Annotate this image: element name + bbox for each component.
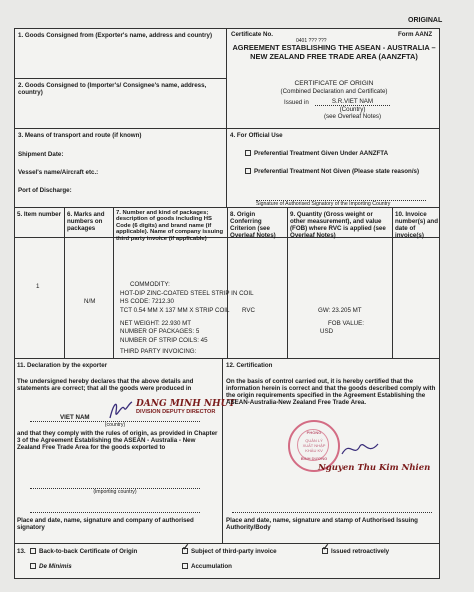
combined-note: (Combined Declaration and Certificate): [280, 88, 388, 95]
stamp-mid2-text: XUẤT NHẬP: [302, 443, 326, 448]
hs-code: HS CODE: 7212.30: [120, 298, 174, 305]
divider: [14, 128, 440, 129]
importing-note: (importing country): [93, 489, 137, 495]
box3-label: 3. Means of transport and route (if known): [18, 132, 142, 139]
retroactive-checkbox[interactable]: [322, 548, 328, 554]
preferential-given-label: Preferential Treatment Given Under AANZFTA: [254, 150, 389, 157]
box11-label: 11. Declaration by the exporter: [17, 362, 108, 369]
divider: [113, 207, 114, 358]
origin-criterion: RVC: [242, 307, 255, 314]
exporter-signature: [106, 398, 136, 424]
country-note: (country): [104, 422, 126, 428]
box1-label: 1. Goods Consigned from (Exporter's name, address and country): [18, 32, 213, 39]
commodity-value: HOT-DIP ZINC-COATED STEEL STRIP IN COIL: [120, 290, 254, 297]
box13-label: 13.: [17, 548, 26, 555]
cert-no-label: Certificate No.: [231, 31, 273, 38]
de-minimis-checkbox[interactable]: [30, 563, 36, 569]
issued-in-label: Issued in: [284, 99, 309, 106]
country-note: (Country): [339, 106, 366, 113]
certification-text: On the basis of control carried out, it is hereby certified that the information herein is correct and that the goods described comply with the origin requirements specified in the Agreement Establishing the ASEAN-Australia-New Zealand Free Trade Area.: [226, 378, 436, 406]
retroactive-option: [322, 548, 389, 555]
col-invoice-header: 10. Invoice number(s) and date of invoice(s): [395, 211, 438, 239]
package-count: NUMBER OF PACKAGES: 5: [120, 328, 200, 335]
divider: [287, 207, 288, 358]
divider: [14, 358, 440, 359]
fob-label: FOB VALUE:: [328, 320, 364, 327]
col-marks-header: 6. Marks and numbers on packages: [67, 211, 105, 232]
divider: [64, 207, 65, 358]
importing-signature-note: Signature of Authorised Signatory of the Importing Country: [256, 201, 391, 207]
col-description-header: 7. Number and kind of packages; description of goods including HS Code (6 digits) and brand name (if applicable). Name of company issuing third party invoice (if applicable): [116, 210, 224, 242]
agreement-title: AGREEMENT ESTABLISHING THE ASEAN - AUSTRALIA – NEW ZEALAND FREE TRADE AREA (AANZFTA): [232, 43, 436, 61]
third-party-checkbox[interactable]: [182, 548, 188, 554]
back-to-back-label: Back-to-back Certificate of Origin: [39, 548, 138, 555]
divider: [392, 207, 393, 358]
preferential-given: [245, 150, 435, 157]
col-item-header: 5. Item number: [17, 211, 62, 218]
net-weight: NET WEIGHT: 22.930 MT: [120, 320, 192, 327]
accumulation-label: Accumulation: [191, 563, 232, 570]
stamp-mid3-text: KHẨU KV: [305, 448, 323, 453]
compliance-text: and that they comply with the rules of origin, as provided in Chapter 3 of the Agreement Establishing the ASEAN - Australia - New Zealand Free Trade Area for the goods exported to: [17, 430, 218, 451]
box12-label: 12. Certification: [226, 362, 273, 369]
accumulation-checkbox[interactable]: [182, 563, 188, 569]
de-minimis-label: De Minimis: [39, 563, 72, 570]
stamped-number: 0401 ??? ???: [296, 38, 327, 44]
de-minimis-option: [30, 563, 72, 570]
box4-label: 4. For Official Use: [230, 132, 283, 139]
preferential-not-given-checkbox[interactable]: [245, 168, 251, 174]
port-label: Port of Discharge:: [18, 187, 72, 194]
authority-place-label: Place and date, name, signature and stamp of Authorised Issuing Authority/Body: [226, 517, 418, 531]
preferential-not-given-label: Preferential Treatment Not Given (Please state reason/s): [254, 168, 420, 175]
signer-name: DANG MINH NHUT: [136, 399, 236, 409]
third-party-option: [182, 548, 277, 555]
original-label: ORIGINAL: [408, 17, 443, 24]
form-name: Form AANZ: [398, 31, 433, 38]
officer-signature: [340, 438, 380, 460]
preferential-given-checkbox[interactable]: [245, 150, 251, 156]
col-quantity-header: 9. Quantity (Gross weight or other measurement), and value (FOB) where RVC is applied (see Overleaf Notes): [290, 211, 386, 239]
certificate-title: CERTIFICATE OF ORIGIN: [294, 80, 374, 87]
strip-coil-count: NUMBER OF STRIP COILS: 45: [120, 337, 208, 344]
stamp-mid-text: QUẢN LÝ: [305, 438, 323, 443]
marks-value: N/M: [84, 298, 96, 305]
accumulation-option: [182, 563, 232, 570]
back-to-back-checkbox[interactable]: [30, 548, 36, 554]
issued-country: S.R.VIET NAM: [331, 98, 374, 105]
retroactive-label: Issued retroactively: [331, 548, 390, 555]
vessel-label: Vessel's name/Aircraft etc.:: [18, 169, 99, 176]
stamp-top-text: PHÒNG: [306, 430, 322, 435]
produced-in: VIET NAM: [60, 414, 90, 421]
divider: [222, 358, 223, 543]
exporter-place-label: Place and date, name, signature and company of authorised signatory: [17, 517, 194, 531]
preferential-not-given: [245, 168, 435, 175]
gross-weight: GW: 23.205 MT: [318, 307, 362, 314]
goods-spec: TCT 0.54 MM X 137 MM X STRIP COIL: [120, 307, 230, 314]
stamp-bottom-text: BÌNH DƯƠNG: [300, 456, 328, 461]
signer-title: DIVISION DEPUTY DIRECTOR: [136, 409, 216, 415]
shipment-date-label: Shipment Date:: [18, 151, 64, 158]
third-party-label: THIRD PARTY INVOICING:: [120, 348, 197, 355]
back-to-back-option: [30, 548, 137, 555]
divider: [14, 543, 440, 544]
third-party-option-label: Subject of third-party invoice: [191, 548, 277, 555]
divider: [14, 78, 226, 79]
authority-place-line: [232, 512, 432, 513]
box2-label: 2. Goods Consigned to (Importer's/ Consignee's name, address, country): [18, 82, 207, 96]
exporter-declaration: The undersigned hereby declares that the above details and statements are correct; that all the goods were produced in: [17, 378, 194, 392]
overleaf-note: (see Overleaf Notes): [323, 113, 382, 120]
currency: USD: [320, 328, 334, 335]
divider: [226, 28, 227, 207]
item-number: 1: [36, 283, 40, 290]
divider: [227, 207, 228, 358]
place-line: [30, 512, 200, 513]
commodity-label: COMMODITY:: [130, 281, 170, 288]
col-origin-header: 8. Origin Conferring Criterion (see Overleaf Notes): [230, 211, 276, 239]
officer-name: Nguyen Thu Kim Nhien: [318, 463, 431, 473]
